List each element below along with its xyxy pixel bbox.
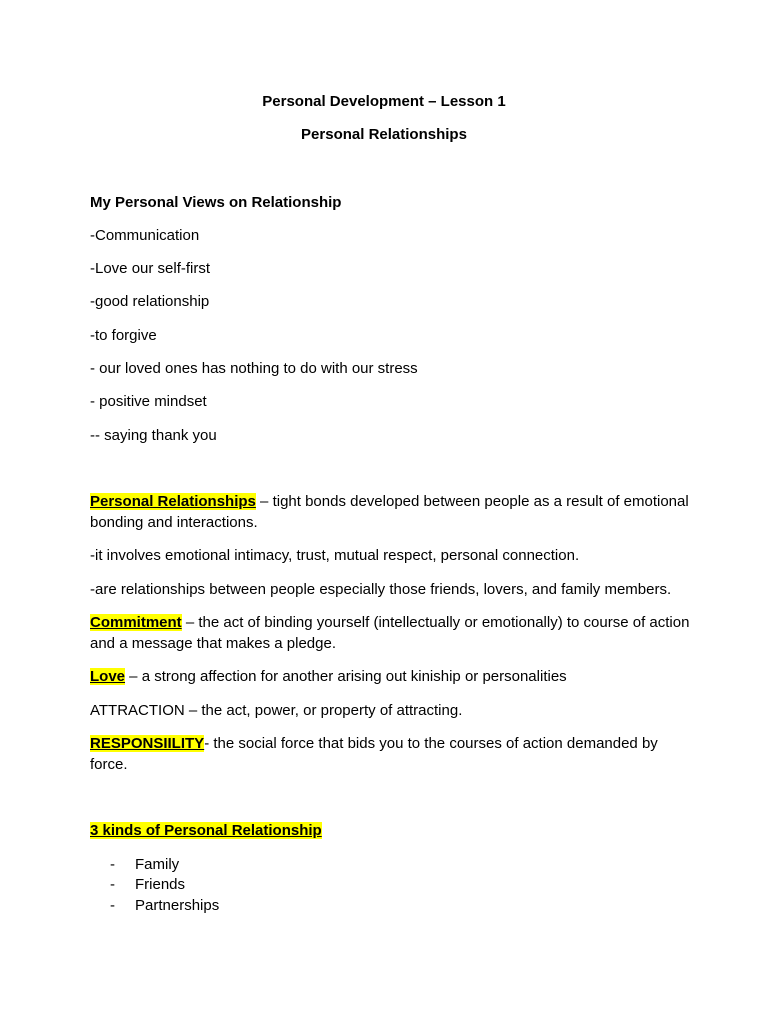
views-item: -to forgive [90, 327, 157, 344]
definition-line: -it involves emotional intimacy, trust, mutual respect, personal connection. [90, 547, 580, 564]
list-item-label: Partnerships [135, 897, 220, 914]
term-commitment: Commitment [90, 614, 182, 631]
views-item: -Communication [90, 227, 200, 244]
views-item: -Love our self-first [90, 260, 211, 277]
term-responsibility: RESPONSIILITY [90, 735, 205, 752]
document-subtitle: Personal Relationships [301, 126, 467, 143]
list-item [110, 896, 219, 917]
views-item: -good relationship [90, 293, 210, 310]
views-item: - positive mindset [90, 393, 207, 410]
document-title: Personal Development – Lesson 1 [262, 93, 506, 110]
bullet-dash: - [110, 856, 115, 873]
bullet-dash: - [110, 876, 115, 893]
list-item-label: Friends [135, 876, 186, 893]
definition-line: -are relationships between people especially those friends, lovers, and family members. [90, 581, 672, 598]
definition-text: – the act of binding yourself (intellectually or emotionally) to course of action and a message that makes a pledge. [90, 614, 690, 652]
views-heading: My Personal Views on Relationship [90, 194, 342, 211]
definition-text: – tight bonds developed between people as a result of emotional bonding and interactions. [90, 493, 689, 531]
definition-text: - the social force that bids you to the courses of action demanded by force. [90, 735, 658, 773]
kinds-heading: 3 kinds of Personal Relationship [90, 822, 322, 839]
views-item: -- saying thank you [90, 427, 217, 444]
list-item-label: Family [135, 856, 180, 873]
definition-responsibility [90, 734, 680, 775]
definition-text: – a strong affection for another arising out kiniship or personalities [125, 668, 567, 685]
bullet-dash: - [110, 897, 115, 914]
term-personal-relationships: Personal Relationships [90, 493, 256, 510]
definition-personal-relationships [90, 492, 690, 533]
list-item [110, 855, 179, 876]
definition-commitment [90, 613, 690, 654]
kinds-heading-row [90, 821, 690, 842]
views-item: - our loved ones has nothing to do with our stress [90, 360, 418, 377]
list-item [110, 875, 185, 896]
definition-attraction: ATTRACTION – the act, power, or property of attracting. [90, 702, 463, 719]
term-love: Love [90, 668, 126, 685]
definition-love [90, 667, 690, 688]
